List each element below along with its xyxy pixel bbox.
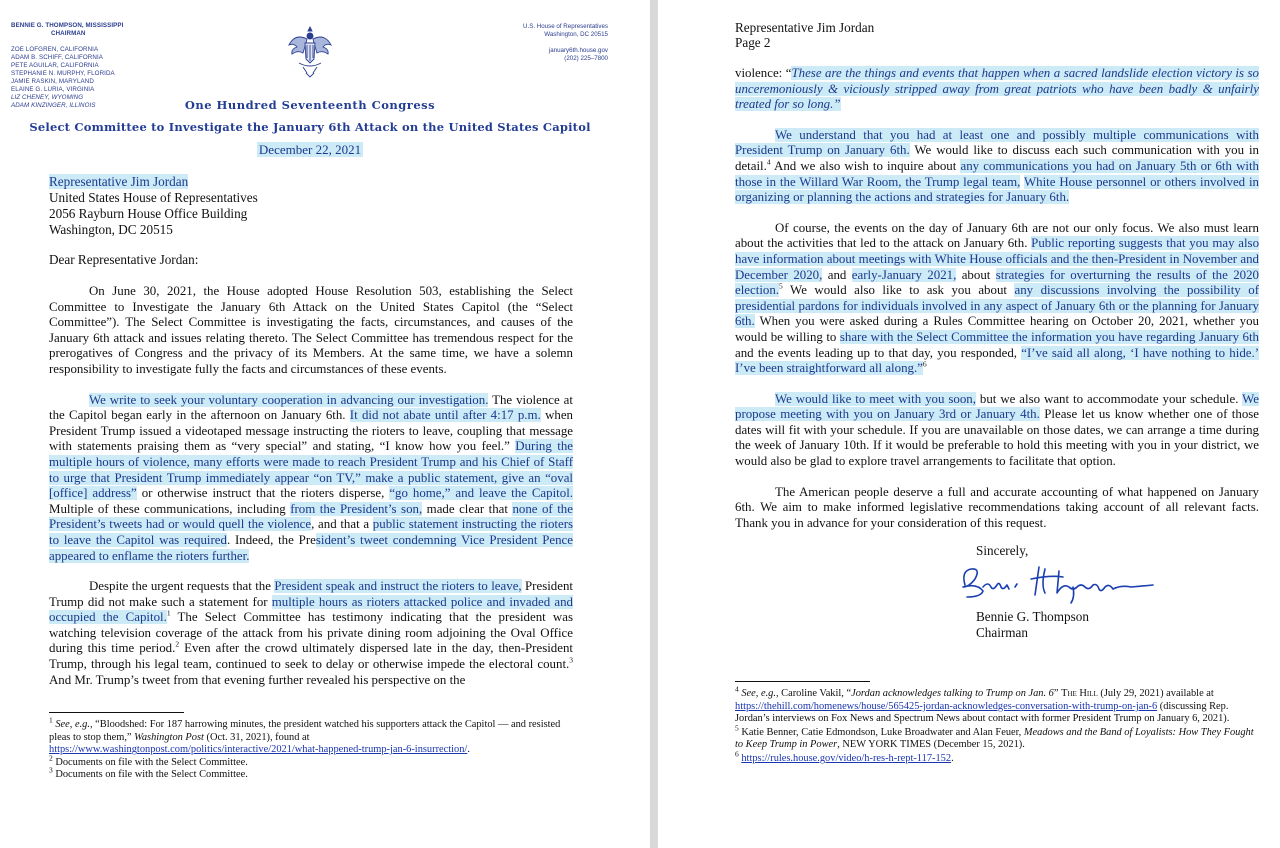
highlighted-text: During the multiple hours of violence, many efforts were made to reach President Trump and his Chief of Staff to urge that President Trump immediately appear “on TV,” make a public statement, give an “oval [office] address” bbox=[49, 439, 573, 501]
highlighted-text: President speak and instruct the rioters to leave, bbox=[274, 579, 522, 594]
text-run: but we also want to accommodate your schedule. bbox=[975, 391, 1243, 406]
highlighted-text: public statement instructing the rioters to leave the Capitol was required bbox=[49, 517, 574, 547]
paragraph-continuation bbox=[735, 66, 1259, 113]
member-name: JAMIE RASKIN, MARYLAND bbox=[11, 78, 94, 85]
text-run: when President Trump issued a videotaped message instructing the rioters to leave, coupling that message with statements praising them as “very special” and stating, “I know how you feel.” bbox=[49, 408, 573, 454]
footnote-ref: 3 bbox=[569, 655, 573, 665]
page-2-header bbox=[735, 20, 874, 50]
member-name: LIZ CHENEY, WYOMING bbox=[11, 94, 84, 101]
highlighted-text: from the President’s son, bbox=[290, 501, 423, 516]
highlighted-text: We write to seek your voluntary cooperation in advancing our investigation. bbox=[89, 392, 489, 407]
footnote-ref: 4 bbox=[766, 157, 771, 167]
footnote-ref: 5 bbox=[779, 281, 783, 291]
recipient-line: Washington, DC 20515 bbox=[49, 222, 173, 237]
chairman-name: BENNIE G. THOMPSON, MISSISSIPPI bbox=[11, 22, 124, 29]
committee-website: january6th.house.gov bbox=[548, 47, 608, 54]
highlighted-text: share with the Select Committee the information you have regarding January 6th bbox=[839, 329, 1259, 344]
footnote-2: $^2$ Documents on file with the Select Committee. bbox=[49, 753, 248, 768]
text-run: made clear that bbox=[422, 501, 513, 516]
highlighted-text: early-January 2021, bbox=[851, 267, 957, 282]
text-run: . Indeed, the Pre bbox=[226, 532, 316, 547]
text-run: We would also like to ask you about bbox=[782, 283, 1015, 298]
recipient-line: United States House of Representatives bbox=[49, 190, 258, 205]
text-run: and the events leading up to that day, you responded, bbox=[735, 345, 1022, 360]
committee-heading: Select Committee to Investigate the January 6th Attack on the United States Capitol bbox=[29, 120, 591, 134]
letter-page-2 bbox=[658, 0, 1280, 848]
text-run: violence: “ bbox=[735, 66, 792, 80]
page-divider bbox=[650, 0, 658, 848]
footnote-5: $^5$ Katie Benner, Catie Edmondson, Luke Broadwater and Alan Feuer, Meadows and the Band of Loyalists: How They Fought to Keep Trump in Power, NEW YORK TIMES (December 15, 2021). bbox=[735, 723, 1254, 751]
text-run: , and that a bbox=[311, 517, 373, 532]
text-run: Multiple of these communications, including bbox=[49, 501, 291, 516]
highlighted-text: sident’s tweet condemning Vice President Pence appeared to enflame the rioters further. bbox=[49, 532, 573, 563]
highlighted-text: “I’ve said all along, ‘I have nothing to hide.’ I’ve been straightforward all along.” bbox=[735, 345, 1260, 376]
footnote-rule bbox=[49, 712, 184, 713]
text-run: And we also wish to inquire about bbox=[770, 158, 961, 173]
member-name: PETE AGUILAR, CALIFORNIA bbox=[11, 62, 99, 69]
member-name: ADAM B. SCHIFF, CALIFORNIA bbox=[11, 54, 103, 61]
text-run: The violence at the Capitol began early in the afternoon on January 6th. bbox=[49, 392, 573, 423]
house-name: U.S. House of Representatives bbox=[523, 23, 608, 30]
recipient-line: 2056 Rayburn House Office Building bbox=[49, 206, 248, 221]
footnote-ref: 6 bbox=[922, 359, 927, 369]
footnote-1-link[interactable]: https://www.washingtonpost.com/politics/interactive/2021/what-happened-trump-jan-6-insurrection/ bbox=[49, 744, 468, 756]
footnotes-page-2 bbox=[735, 684, 1259, 767]
highlighted-text: “go home,” and leave the Capitol. bbox=[389, 486, 573, 501]
text-run: President Trump did not make such a statement for bbox=[49, 579, 573, 609]
footnote-ref: 2 bbox=[175, 640, 180, 650]
highlighted-text: any communications you had on January 5th or 6th with those in the Willard War Room, the Trump legal team, bbox=[735, 158, 1259, 189]
footnote-ref: 1 bbox=[166, 608, 171, 618]
highlighted-text: multiple hours as rioters attacked police and invaded and occupied the Capitol. bbox=[49, 594, 573, 625]
member-name: STEPHANIE N. MURPHY, FLORIDA bbox=[11, 70, 115, 77]
paragraph bbox=[735, 128, 1259, 206]
signatory-title: Chairman bbox=[976, 625, 1029, 640]
letter-body-page-2 bbox=[735, 66, 1259, 546]
letter-date bbox=[0, 142, 620, 158]
recipient-address bbox=[49, 174, 258, 238]
salutation: Dear Representative Jordan: bbox=[49, 252, 199, 267]
chairman-title: CHAIRMAN bbox=[51, 30, 86, 37]
text-run: Even after the crowd ultimately dispersed late in the day, then-President Trump, through his legal team, continued to seek to delay or otherwise impede the electoral count. bbox=[49, 641, 573, 672]
member-name: ELAINE G. LURIA, VIRGINIA bbox=[11, 86, 95, 93]
committee-phone: (202) 225–7800 bbox=[564, 55, 608, 62]
highlighted-text: White House personnel or others involved in organizing or planning the actions and strategies for January 6th. bbox=[735, 174, 1259, 205]
committee-member-list bbox=[11, 22, 123, 110]
footnote-6-link[interactable]: https://rules.house.gov/video/h-res-h-rept-117-152 bbox=[741, 752, 952, 764]
closing: Sincerely, bbox=[976, 543, 1029, 558]
text-run: The Select Committee has testimony indicating that the president was watching television coverage of the attack from his private dining room adjoining the Oval Office during this time period. bbox=[49, 610, 573, 656]
highlighted-text: We understand that you had at least one and possibly multiple communications with President Trump on January 6th. bbox=[735, 127, 1259, 158]
text-run: and bbox=[822, 267, 852, 282]
text-run: or otherwise instruct that the rioters disperse, bbox=[136, 486, 390, 501]
footnote-1: $^1$ See, e.g., “Bloodshed: For 187 harrowing minutes, the president watched his supporters attack the Capitol — and resisted pleas to stop them,” Washington Post (Oct. 31, 2021), found at https://www.washingtonpost.com/politics/interactive/2021/what-happened-trump-jan-6-insurrection/. bbox=[49, 715, 561, 756]
highlighted-text: Public reporting suggests that you may also have information about meetings with White House officials and the then-President in November and December 2020, bbox=[735, 236, 1260, 282]
letter-body-page-1 bbox=[49, 284, 573, 703]
footnote-4-link[interactable]: https://thehill.com/homenews/house/565425-jordan-acknowledges-conversation-with-trump-on-jan-6 bbox=[735, 700, 1158, 712]
highlighted-text: any discussions involving the possibility of presidential pardons for individuals involved in any aspect of January 6th or the planning for January 6th. bbox=[735, 283, 1259, 329]
footnotes-page-1 bbox=[49, 715, 573, 782]
member-name: ZOE LOFGREN, CALIFORNIA bbox=[11, 46, 99, 53]
handwritten-signature bbox=[955, 557, 1160, 605]
highlighted-text: We would like to meet with you soon, bbox=[775, 391, 976, 406]
paragraph: The American people deserve a full and accurate accounting of what happened on January 6th. We aim to make informed legislative recommendations taking account of all relevant facts. Thank you in advance for your consideration of this request. bbox=[735, 484, 1259, 530]
signatory-name: Bennie G. Thompson bbox=[976, 609, 1089, 624]
text-run: Of course, the events on the day of January 6th are not our only focus. We also must learn about the activities that led to the attack on January 6th. bbox=[735, 220, 1259, 251]
footnote-rule bbox=[735, 681, 870, 682]
congress-heading: One Hundred Seventeenth Congress bbox=[184, 98, 436, 112]
member-name: ADAM KINZINGER, ILLINOIS bbox=[11, 102, 96, 109]
text-run: Please let us know whether one of those dates will fit with your schedule. If you are unavailable on those dates, we can arrange a time during the week of January 10th. If it would be preferable to hold this meeting with you in your district, we would also be glad to explore travel arrangements to facilitate that option. bbox=[735, 407, 1260, 469]
paragraph bbox=[735, 392, 1259, 470]
footnote-3: $^3$ Documents on file with the Select Committee. bbox=[49, 765, 248, 781]
house-contact-block bbox=[523, 23, 608, 63]
highlighted-text: strategies for overturning the results of the 2020 election. bbox=[735, 267, 1259, 298]
text-run: Despite the urgent requests that the bbox=[89, 579, 275, 594]
page-2-recipient: Representative Jim Jordan bbox=[735, 20, 875, 35]
footnote-4: $^4$ See, e.g., Caroline Vakil, “Jordan acknowledges talking to Trump on Jan. 6” The Hill (July 29, 2021) available at https://thehill.com/homenews/house/565425-jordan-acknowledges-conversation-with-trump-on-jan-6 (discussing Rep. Jordan’s interviews on Fox News and Spectrum News about contact with former President Trump on January 6, 2021). bbox=[735, 684, 1230, 725]
recipient-name: Representative Jim Jordan bbox=[49, 174, 189, 189]
highlighted-text: We propose meeting with you on January 3rd or January 4th. bbox=[735, 391, 1259, 422]
paragraph bbox=[49, 579, 573, 688]
text-run: about bbox=[956, 267, 996, 282]
footnote-6: $^6$ https://rules.house.gov/video/h-res-h-rept-117-152. bbox=[735, 749, 954, 764]
house-city: Washington, DC 20515 bbox=[544, 31, 608, 38]
text-run: We would like to discuss each such communication with you in detail. bbox=[735, 143, 1260, 173]
highlighted-text: These are the things and events that happen when a sacred landslide election victory is so unceremoniously & viciously stripped away from great patriots who have been badly & unfairly treated for so long.” bbox=[735, 66, 1259, 112]
signatory bbox=[976, 609, 1089, 641]
paragraph bbox=[735, 221, 1259, 377]
highlighted-text: It did not abate until after 4:17 p.m. bbox=[349, 408, 541, 423]
house-seal-eagle-icon bbox=[285, 23, 335, 79]
page-number: Page 2 bbox=[735, 35, 771, 50]
paragraph bbox=[49, 393, 573, 565]
paragraph: On June 30, 2021, the House adopted House Resolution 503, establishing the Select Committee to Investigate the January 6th Attack on the United States Capitol (the “Select Committee”). The Select Committee is investigating the facts, circumstances, and causes of the January 6th attack and issues relating thereto. The Select Committee has tremendous respect for the prerogatives of Congress and the privacy of its Members. At the same time, we have a solemn responsibility to investigate fully the facts and circumstances of these events. bbox=[49, 284, 573, 376]
text-run: And Mr. Trump’s tweet from that evening further revealed his perspective on the bbox=[49, 672, 466, 687]
highlighted-text: none of the President’s tweets had or would quell the violence bbox=[49, 501, 573, 532]
text-run: When you were asked during a Rules Committee hearing on October 20, 2021, whether you would be willing to bbox=[735, 314, 1259, 344]
letter-date-text: December 22, 2021 bbox=[258, 142, 362, 157]
